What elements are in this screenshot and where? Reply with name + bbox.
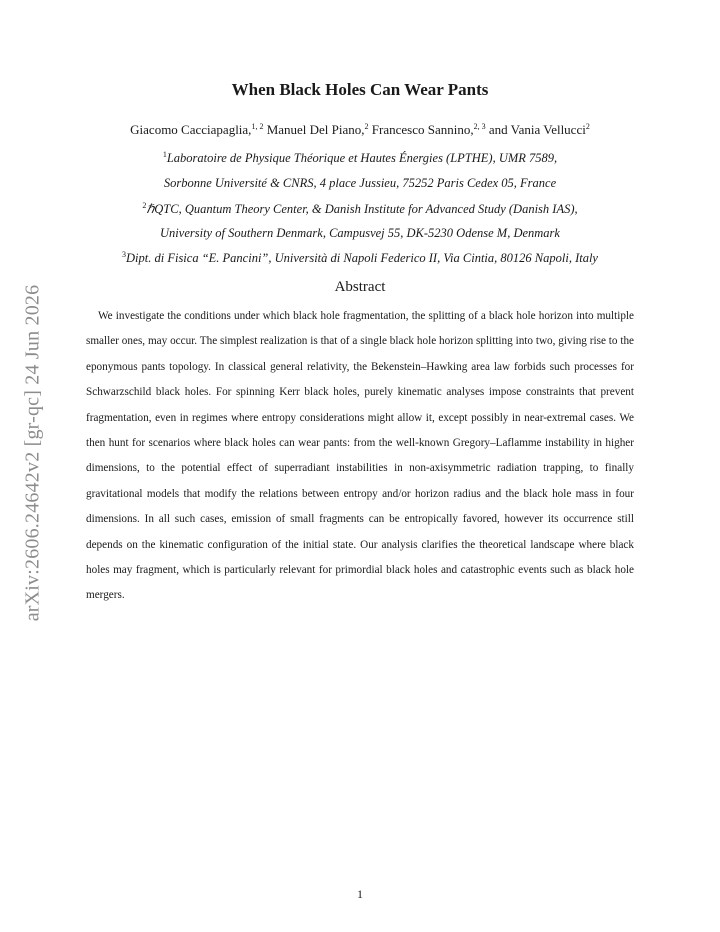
- affiliation-line: [0, 201, 720, 217]
- affiliation-line: [0, 251, 720, 266]
- page-number: 1: [357, 887, 363, 901]
- affiliation-marker: 2: [142, 201, 147, 210]
- affiliation-line: [0, 151, 720, 166]
- paper-title: When Black Holes Can Wear Pants: [231, 80, 489, 99]
- affiliation-text: Laboratoire de Physique Théorique et Hautes Énergies (LPTHE), UMR 7589,: [166, 151, 558, 165]
- affiliation-marker: 1: [162, 150, 167, 159]
- arxiv-identifier-text: arXiv:2606.24642v2 [gr-qc] 24 Jun 2026: [21, 284, 44, 622]
- author-name: Manuel Del Piano,: [263, 122, 365, 137]
- author-list: [0, 122, 720, 138]
- abstract-body: We investigate the conditions under which black hole fragmentation, the splitting of a black hole horizon into multiple smaller ones, may occur. The simplest realization is that of a single black hole horizon splitting into two, giving rise to the eponymous pants topology. In classical general relativity, the Bekenstein–Hawking area law forbids such processes for Schwarzschild black holes. For spinning Kerr black holes, purely kinematic analyses impose constraints that prevent fragmentation, even in regimes where entropy considerations might allow it, except possibly in near-extremal cases. We then hunt for scenarios where black holes can wear pants: from the well-known Gregory–Laflamme instability in higher dimensions, to the potential effect of superradiant instabilities in non-axisymmetric radiation trapping, to finally gravitational models that modify the relations between entropy and/or horizon radius and the black hole mass in four dimensions. In all such cases, emission of small fragments can be entropically favored, however its occurrence still depends on the kinematic configuration of the initial state. Our analysis clarifies the theoretical landscape where black holes may fragment, which is particularly relevant for primordial black holes and catastrophic events such as black hole mergers.: [86, 310, 634, 602]
- affiliation-marker: 3: [122, 250, 127, 259]
- author-affiliation-marker: 2: [585, 122, 590, 131]
- abstract-heading: Abstract: [334, 279, 386, 295]
- author-affiliation-marker: 2: [364, 122, 369, 131]
- author-affiliation-marker: 1, 2: [251, 122, 264, 131]
- author-name: Francesco Sannino,: [368, 122, 474, 137]
- affiliation-text: University of Southern Denmark, Campusvej 55, DK-5230 Odense M, Denmark: [160, 226, 560, 240]
- affiliation-text: Dipt. di Fisica “E. Pancini”, Università di Napoli Federico II, Via Cintia, 80126 Napoli, Italy: [126, 251, 598, 265]
- affiliation-text: Sorbonne Université & CNRS, 4 place Jussieu, 75252 Paris Cedex 05, France: [163, 176, 557, 190]
- author-name: Giacomo Cacciapaglia,: [130, 122, 252, 137]
- affiliation-line: [0, 226, 720, 241]
- affiliation-text: ℏQTC, Quantum Theory Center, & Danish Institute for Advanced Study (Danish IAS),: [146, 202, 578, 216]
- author-affiliation-marker: 2, 3: [473, 122, 486, 131]
- author-name: and Vania Vellucci: [485, 122, 586, 137]
- affiliation-line: [0, 176, 720, 191]
